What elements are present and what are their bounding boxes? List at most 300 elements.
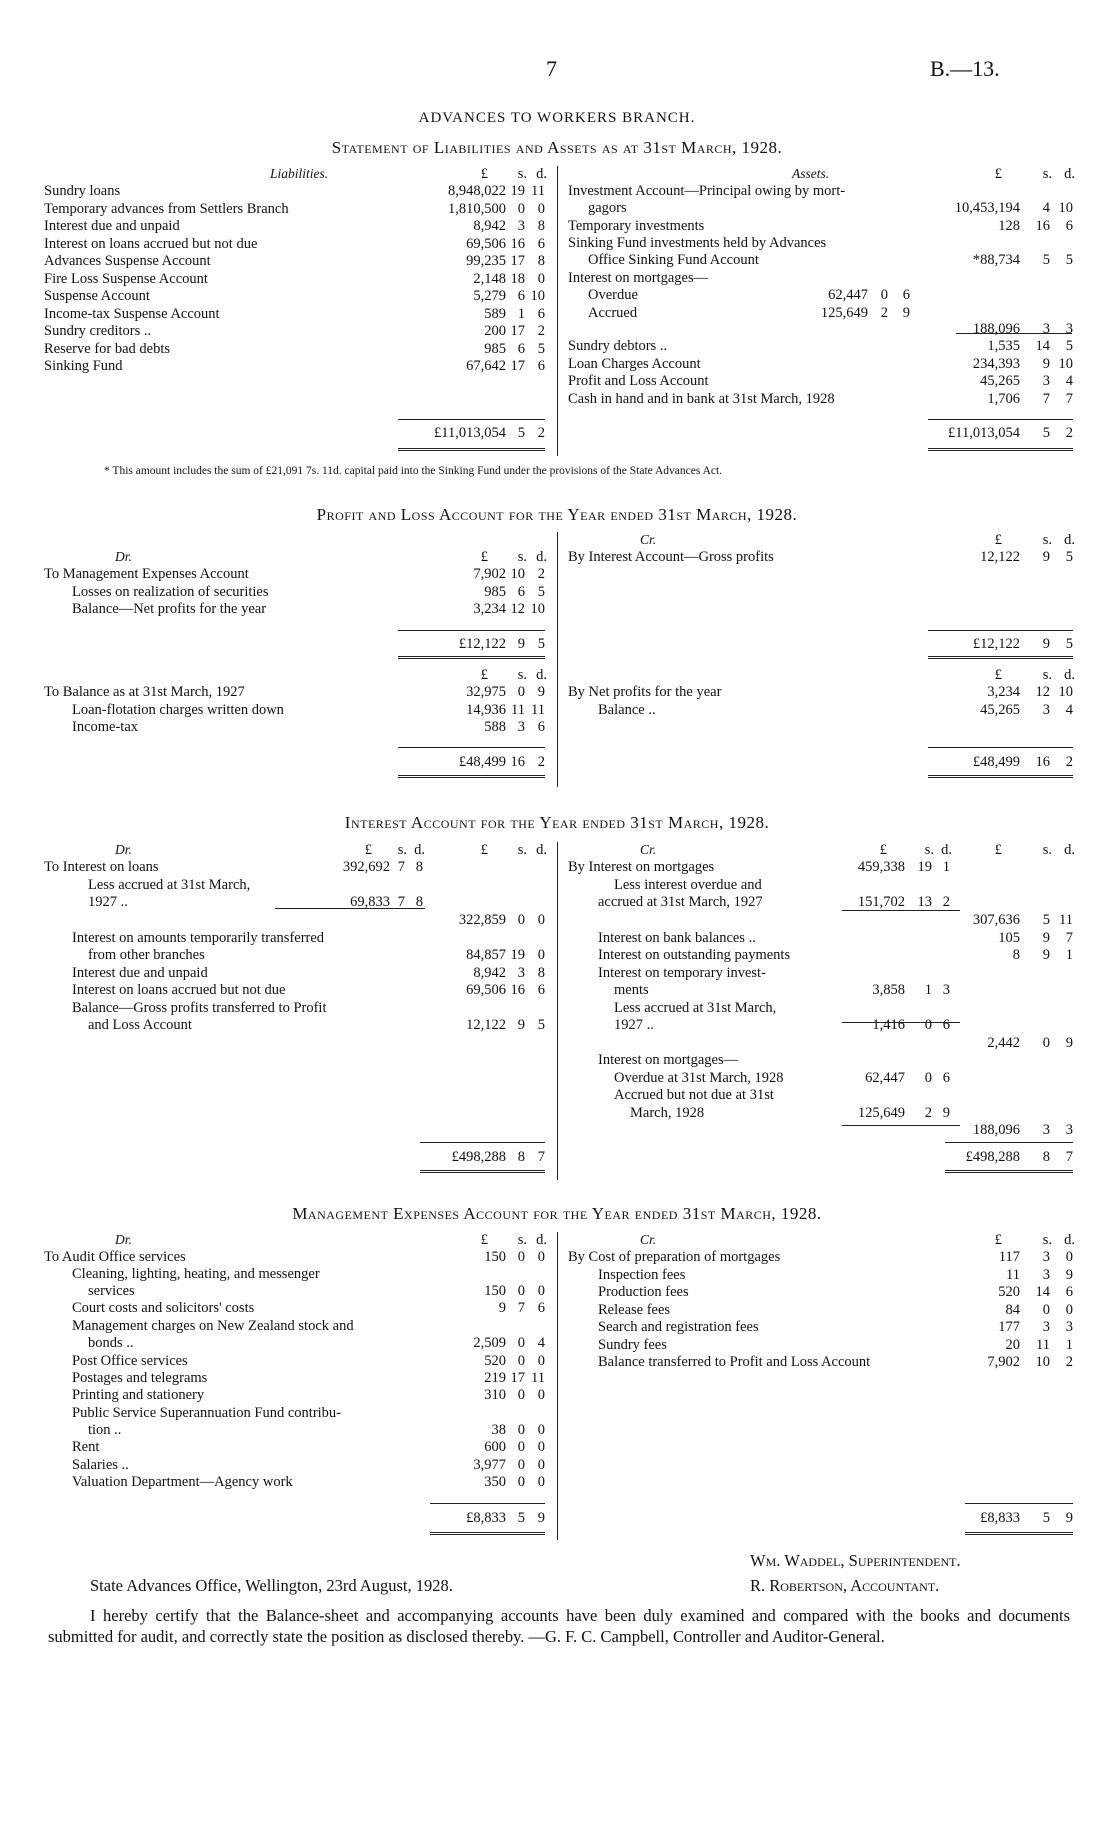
pl-credit-total-shillings: 9 bbox=[1042, 636, 1050, 652]
mgmt-debit-label: bonds .. bbox=[88, 1335, 134, 1351]
liability-value-shillings: 6 bbox=[517, 340, 525, 357]
interest-cr-sub-col-pound-sign: £ bbox=[879, 842, 887, 858]
interest-credit-label: Less accrued at 31st March, bbox=[614, 1000, 777, 1016]
mgmt-credit-value-pence: 0 bbox=[1065, 1301, 1073, 1318]
interest-debit-total-pounds: £498,288 bbox=[451, 1149, 506, 1165]
liability-value-pence: 0 bbox=[537, 200, 545, 217]
pl-credit-value-shillings: 12 bbox=[1035, 684, 1050, 700]
pl-debit-total-shillings: 9 bbox=[517, 636, 525, 652]
mgmt-debit-value-pounds: 150 bbox=[484, 1283, 506, 1299]
mgmt-debit-value-shillings: 0 bbox=[517, 1249, 525, 1265]
total-double-rule bbox=[398, 656, 545, 659]
total-rule bbox=[398, 630, 545, 631]
liability-value-pence: 10 bbox=[530, 288, 545, 304]
liability-value-shillings: 19 bbox=[510, 183, 525, 199]
pl-debit-label: To Management Expenses Account bbox=[44, 566, 249, 582]
pl-credit-value-pounds: 3,234 bbox=[987, 684, 1020, 700]
liability-value-shillings: 17 bbox=[510, 358, 525, 374]
asset-value-pence: 7 bbox=[1065, 391, 1073, 407]
liability-label: Sinking Fund bbox=[44, 358, 123, 374]
subtotal-rule bbox=[275, 908, 425, 909]
pl-credit-value-shillings: 3 bbox=[1042, 701, 1050, 718]
interest-debit-value-shillings: 3 bbox=[517, 965, 525, 981]
interest-credit-value-shillings: 9 bbox=[1042, 947, 1050, 963]
interest-credit-value-pence: 1 bbox=[1065, 947, 1073, 963]
interest-credit-label: Interest on bank balances .. bbox=[598, 930, 756, 946]
interest-debit-value-pounds: 12,122 bbox=[466, 1017, 506, 1033]
pl-dr2-col-shillings-head: s. bbox=[517, 667, 527, 683]
pl-cr1-col-pound-sign: £ bbox=[994, 532, 1002, 548]
liability-label: Income-tax Suspense Account bbox=[44, 305, 220, 322]
interest-credit-label: ments bbox=[614, 982, 649, 998]
mgmt-debit-value-pounds: 150 bbox=[484, 1249, 506, 1265]
interest-credit-value-pence: 11 bbox=[1059, 912, 1073, 928]
interest-credit-label: Interest on mortgages— bbox=[598, 1052, 739, 1068]
assets-total-pence: 2 bbox=[1065, 425, 1073, 441]
mgmt-credit-value-pounds: 7,902 bbox=[987, 1354, 1020, 1370]
liability-value-pounds: 8,942 bbox=[473, 218, 506, 234]
interest-credit-sub-pence: 6 bbox=[942, 1017, 950, 1033]
pl-dr-label: Dr. bbox=[115, 549, 132, 564]
pl-cr-label: Cr. bbox=[640, 532, 657, 547]
interest-credit-sub-pounds: 125,649 bbox=[857, 1105, 905, 1121]
assets-total-shillings: 5 bbox=[1042, 425, 1050, 441]
pl-debit-value-pounds: 32,975 bbox=[466, 684, 506, 700]
mgmt-debit-label: Cleaning, lighting, heating, and messenger bbox=[72, 1266, 320, 1282]
mgmt-dr-col-pence-head: d. bbox=[536, 1232, 547, 1248]
interest-credit-value-pounds: 188,096 bbox=[972, 1122, 1020, 1138]
asset-col-pence-head: d. bbox=[1064, 166, 1075, 182]
interest-credit-sub-shillings: 0 bbox=[924, 1017, 932, 1033]
liability-label: Fire Loss Suspense Account bbox=[44, 270, 208, 287]
pl-dr1-col-pound-sign: £ bbox=[480, 549, 488, 565]
liability-value-pounds: 985 bbox=[484, 340, 506, 357]
interest-debit-label: To Interest on loans bbox=[44, 859, 159, 875]
liability-value-shillings: 17 bbox=[510, 323, 525, 339]
mgmt-debit-value-shillings: 0 bbox=[517, 1439, 525, 1455]
interest-credit-value-pounds: 8 bbox=[1012, 947, 1020, 963]
interest-debit-value-pence: 5 bbox=[537, 1017, 545, 1033]
mgmt-debit-value-pence: 0 bbox=[537, 1283, 545, 1299]
column-divider bbox=[557, 532, 558, 787]
liability-value-pounds: 1,810,500 bbox=[448, 200, 506, 217]
pl-debit-value-pounds: 588 bbox=[484, 719, 506, 735]
asset-col-pound-sign: £ bbox=[994, 166, 1002, 182]
pl-credit-value-pounds: 12,122 bbox=[980, 549, 1020, 565]
mgmt-debit-value-pence: 0 bbox=[537, 1387, 545, 1403]
interest-credit-sub-shillings: 2 bbox=[924, 1105, 932, 1121]
interest-debit-label: Interest on loans accrued but not due bbox=[72, 982, 286, 998]
interest-credit-label: Interest on temporary invest- bbox=[598, 965, 766, 981]
asset-label: Accrued bbox=[588, 305, 638, 321]
pl-credit-total-shillings: 16 bbox=[1035, 754, 1050, 770]
asset-value-pounds: 45,265 bbox=[980, 373, 1020, 389]
mgmt-credit-total-pence: 9 bbox=[1065, 1510, 1073, 1526]
mgmt-debit-label: Valuation Department—Agency work bbox=[72, 1474, 293, 1490]
asset-accrued-pence: 9 bbox=[902, 305, 910, 321]
liability-label: Suspense Account bbox=[44, 288, 150, 304]
pl-debit-label: Income-tax bbox=[72, 719, 139, 735]
asset-value-pence: 5 bbox=[1065, 252, 1073, 268]
interest-debit-label: Balance—Gross profits transferred to Profit bbox=[72, 1000, 327, 1016]
interest-debit-label: Interest due and unpaid bbox=[72, 965, 208, 981]
mgmt-debit-label: tion .. bbox=[88, 1422, 122, 1438]
asset-label: Investment Account—Principal owing by mort- bbox=[568, 183, 846, 199]
asset-value-pence: 3 bbox=[1065, 321, 1073, 337]
asset-value-pounds: 234,393 bbox=[972, 356, 1020, 372]
interest-debit-value-pounds: 322,859 bbox=[458, 912, 506, 928]
signature-accountant: R. Robertson, Accountant. bbox=[750, 1576, 940, 1595]
mgmt-credit-value-shillings: 14 bbox=[1035, 1284, 1050, 1300]
liability-label: Temporary advances from Settlers Branch bbox=[44, 200, 289, 217]
interest-cr-sub-col-shillings-head: s. bbox=[924, 842, 934, 858]
mgmt-credit-value-pence: 2 bbox=[1065, 1354, 1073, 1370]
mgmt-credit-value-shillings: 3 bbox=[1042, 1319, 1050, 1335]
pl-debit-value-shillings: 6 bbox=[517, 583, 525, 600]
mgmt-debit-label: Salaries .. bbox=[72, 1457, 129, 1473]
interest-debit-value-pence: 8 bbox=[537, 965, 545, 981]
mgmt-debit-label: Printing and stationery bbox=[72, 1387, 205, 1403]
liability-value-pounds: 8,948,022 bbox=[448, 183, 506, 199]
pl-debit-value-pounds: 14,936 bbox=[466, 701, 506, 718]
total-rule bbox=[965, 1503, 1073, 1504]
mgmt-debit-label: Rent bbox=[72, 1439, 100, 1455]
interest-credit-label: Accrued but not due at 31st bbox=[614, 1087, 774, 1103]
interest-debit-label: and Loss Account bbox=[88, 1017, 192, 1033]
asset-overdue-shillings: 0 bbox=[880, 287, 888, 303]
mgmt-credit-value-shillings: 10 bbox=[1035, 1354, 1050, 1370]
liability-value-pence: 6 bbox=[537, 358, 545, 374]
mgmt-debit-value-pounds: 219 bbox=[484, 1370, 506, 1386]
asset-label: Cash in hand and in bank at 31st March, 1928 bbox=[568, 391, 835, 407]
asset-value-pence: 6 bbox=[1065, 218, 1073, 234]
mgmt-debit-label: Public Service Superannuation Fund contribu- bbox=[72, 1405, 342, 1421]
interest-credit-total-shillings: 8 bbox=[1042, 1149, 1050, 1165]
asset-value-pence: 4 bbox=[1065, 373, 1073, 389]
total-rule bbox=[398, 747, 545, 748]
pl-credit-label: Balance .. bbox=[598, 701, 656, 718]
total-rule bbox=[928, 419, 1073, 420]
pl-credit-total-pence: 2 bbox=[1065, 754, 1073, 770]
pl-debit-value-pence: 2 bbox=[537, 566, 545, 582]
total-double-rule bbox=[398, 775, 545, 778]
pl-debit-label: Loan-flotation charges written down bbox=[72, 701, 284, 718]
mgmt-credit-value-shillings: 11 bbox=[1036, 1336, 1050, 1353]
liability-value-shillings: 6 bbox=[517, 288, 525, 304]
mgmt-credit-value-pence: 3 bbox=[1065, 1319, 1073, 1335]
interest-credit-sub-pounds: 62,447 bbox=[865, 1070, 905, 1086]
total-double-rule bbox=[420, 1170, 545, 1173]
signature-superintendent: Wm. Waddel, Superintendent. bbox=[750, 1551, 961, 1570]
mgmt-cr-col-pound-sign: £ bbox=[994, 1232, 1002, 1248]
interest-credit-value-pence: 9 bbox=[1065, 1035, 1073, 1051]
mgmt-debit-value-pence: 0 bbox=[537, 1353, 545, 1369]
total-double-rule bbox=[928, 656, 1073, 659]
mgmt-credit-total-shillings: 5 bbox=[1042, 1510, 1050, 1526]
mgmt-credit-label: Sundry fees bbox=[598, 1336, 667, 1353]
liabilities-heading: Liabilities. bbox=[270, 166, 329, 181]
interest-credit-label: By Interest on mortgages bbox=[568, 859, 715, 875]
total-double-rule bbox=[398, 448, 545, 451]
interest-credit-value-shillings: 5 bbox=[1042, 912, 1050, 928]
asset-label: Loan Charges Account bbox=[568, 356, 701, 372]
interest-dr-sub-col-pound-sign: £ bbox=[364, 842, 372, 858]
asset-label: gagors bbox=[588, 200, 627, 216]
mgmt-debit-label: Management charges on New Zealand stock and bbox=[72, 1318, 354, 1334]
liability-value-pounds: 5,279 bbox=[473, 288, 506, 304]
interest-debit-total-shillings: 8 bbox=[517, 1149, 525, 1165]
mgmt-debit-label: Court costs and solicitors' costs bbox=[72, 1300, 255, 1316]
pl-credit-total-pounds: £12,122 bbox=[972, 636, 1020, 652]
mgmt-credit-value-shillings: 3 bbox=[1042, 1249, 1050, 1265]
interest-credit-value-pounds: 307,636 bbox=[972, 912, 1020, 928]
interest-debit-label: 1927 .. bbox=[88, 894, 128, 910]
pl-debit-value-shillings: 11 bbox=[511, 701, 525, 718]
interest-credit-value-pence: 7 bbox=[1065, 930, 1073, 946]
mgmt-cr-col-pence-head: d. bbox=[1064, 1232, 1075, 1248]
interest-debit-value-pounds: 8,942 bbox=[473, 965, 506, 981]
interest-credit-sub-pence: 2 bbox=[942, 894, 950, 910]
footnote: * This amount includes the sum of £21,091 7s. 11d. capital paid into the Sinking Fund under the provisions of the State Advances Act. bbox=[104, 465, 723, 477]
asset-value-shillings: 16 bbox=[1035, 218, 1050, 234]
pl-debit-label: Balance—Net profits for the year bbox=[72, 601, 267, 617]
pl-debit-value-shillings: 0 bbox=[517, 684, 525, 700]
pl-debit-value-pence: 5 bbox=[537, 583, 545, 600]
liability-value-pence: 8 bbox=[537, 253, 545, 269]
asset-value-shillings: 7 bbox=[1042, 391, 1050, 407]
asset-value-shillings: 4 bbox=[1042, 200, 1050, 216]
mgmt-debit-value-shillings: 7 bbox=[517, 1300, 525, 1316]
interest-debit-value-shillings: 9 bbox=[517, 1017, 525, 1033]
interest-dr-label: Dr. bbox=[115, 842, 132, 857]
liability-value-pounds: 200 bbox=[484, 323, 506, 339]
mgmt-debit-value-pounds: 520 bbox=[484, 1353, 506, 1369]
liability-value-pounds: 589 bbox=[484, 305, 506, 322]
mgmt-debit-value-pence: 0 bbox=[537, 1457, 545, 1473]
mgmt-debit-value-pence: 0 bbox=[537, 1439, 545, 1455]
total-double-rule bbox=[430, 1532, 545, 1535]
mgmt-credit-value-pounds: 177 bbox=[998, 1319, 1020, 1335]
pl-debit-value-pence: 11 bbox=[531, 701, 545, 718]
interest-credit-label: March, 1928 bbox=[630, 1105, 705, 1121]
interest-credit-label: Less interest overdue and bbox=[614, 877, 762, 893]
pl-debit-value-shillings: 10 bbox=[510, 566, 525, 582]
interest-dr-sub-col-shillings-head: s. bbox=[397, 842, 407, 858]
pl-cr1-col-shillings-head: s. bbox=[1042, 532, 1052, 548]
interest-credit-value-pence: 3 bbox=[1065, 1122, 1073, 1138]
mgmt-debit-value-shillings: 0 bbox=[517, 1335, 525, 1351]
asset-value-pounds: *88,734 bbox=[972, 252, 1020, 268]
subtotal-rule bbox=[956, 333, 1072, 334]
mgmt-debit-value-pounds: 38 bbox=[491, 1422, 506, 1438]
branch-title: ADVANCES TO WORKERS BRANCH. bbox=[418, 110, 696, 126]
mgmt-debit-value-shillings: 0 bbox=[517, 1283, 525, 1299]
liability-value-shillings: 16 bbox=[510, 235, 525, 252]
asset-accrued-pounds: 125,649 bbox=[820, 305, 868, 321]
interest-dr-col-pence-head: d. bbox=[536, 842, 547, 858]
column-divider bbox=[557, 166, 558, 456]
assets-total-pounds: £11,013,054 bbox=[948, 425, 1020, 441]
mgmt-debit-value-shillings: 0 bbox=[517, 1457, 525, 1473]
interest-credit-total-pence: 7 bbox=[1065, 1149, 1073, 1165]
interest-debit-sub-pounds: 69,833 bbox=[350, 894, 390, 910]
mgmt-debit-label: Postages and telegrams bbox=[72, 1370, 208, 1386]
pl-debit-total-pounds: £48,499 bbox=[458, 754, 506, 770]
interest-debit-label: Interest on amounts temporarily transferred bbox=[72, 930, 325, 946]
mgmt-dr-col-pound-sign: £ bbox=[480, 1232, 488, 1248]
mgmt-credit-total-pounds: £8,833 bbox=[980, 1510, 1020, 1526]
interest-debit-sub-pounds: 392,692 bbox=[342, 859, 390, 875]
pl-credit-total-pounds: £48,499 bbox=[972, 754, 1020, 770]
pl-debit-value-pounds: 3,234 bbox=[473, 601, 506, 617]
liability-label: Sundry loans bbox=[44, 183, 121, 199]
total-double-rule bbox=[928, 448, 1073, 451]
interest-cr-sub-col-pence-head: d. bbox=[941, 842, 952, 858]
interest-debit-value-pence: 0 bbox=[537, 947, 545, 963]
interest-credit-label: Interest on outstanding payments bbox=[598, 947, 791, 963]
total-double-rule bbox=[928, 775, 1073, 778]
asset-value-pounds: 128 bbox=[998, 218, 1020, 234]
interest-credit-sub-shillings: 19 bbox=[917, 859, 932, 875]
mgmt-debit-value-pence: 0 bbox=[537, 1422, 545, 1438]
liab-col-pound-sign: £ bbox=[480, 166, 488, 182]
liability-label: Reserve for bad debts bbox=[44, 340, 171, 357]
mgmt-debit-value-pounds: 350 bbox=[484, 1474, 506, 1490]
liability-value-shillings: 0 bbox=[517, 200, 525, 217]
interest-debit-value-shillings: 19 bbox=[510, 947, 525, 963]
total-rule bbox=[398, 419, 545, 420]
pl-cr2-col-shillings-head: s. bbox=[1042, 667, 1052, 683]
pl-debit-value-pence: 9 bbox=[537, 684, 545, 700]
subtotal-rule bbox=[842, 1125, 960, 1126]
interest-debit-sub-shillings: 7 bbox=[397, 859, 405, 875]
asset-value-pence: 5 bbox=[1065, 338, 1073, 354]
mgmt-debit-value-shillings: 0 bbox=[517, 1422, 525, 1438]
interest-credit-value-shillings: 0 bbox=[1042, 1035, 1050, 1051]
pl-cr1-col-pence-head: d. bbox=[1064, 532, 1075, 548]
pl-debit-value-pence: 6 bbox=[537, 719, 545, 735]
page-number: 7 bbox=[546, 56, 557, 81]
pl-debit-total-pence: 2 bbox=[537, 754, 545, 770]
mgmt-debit-label: services bbox=[88, 1283, 135, 1299]
mgmt-credit-value-pounds: 520 bbox=[998, 1284, 1020, 1300]
mgmt-credit-value-pence: 6 bbox=[1065, 1284, 1073, 1300]
mgmt-credit-value-pence: 1 bbox=[1065, 1336, 1073, 1353]
asset-value-pounds: 1,535 bbox=[987, 338, 1020, 354]
interest-credit-value-shillings: 3 bbox=[1042, 1122, 1050, 1138]
interest-dr-sub-col-pence-head: d. bbox=[414, 842, 425, 858]
interest-debit-value-pounds: 84,857 bbox=[466, 947, 506, 963]
asset-label: Overdue bbox=[588, 287, 638, 303]
liability-label: Interest on loans accrued but not due bbox=[44, 235, 258, 252]
total-rule bbox=[945, 1142, 1073, 1143]
mgmt-credit-value-pence: 9 bbox=[1065, 1266, 1073, 1283]
subtotal-rule bbox=[842, 910, 960, 911]
mgmt-dr-label: Dr. bbox=[115, 1232, 132, 1247]
interest-credit-label: Overdue at 31st March, 1928 bbox=[614, 1070, 784, 1086]
interest-dr-col-shillings-head: s. bbox=[517, 842, 527, 858]
statement-title: Statement of Liabilities and Assets as at 31st March, 1928. bbox=[331, 138, 783, 157]
mgmt-credit-label: Release fees bbox=[598, 1301, 671, 1318]
pl-dr2-col-pence-head: d. bbox=[536, 667, 547, 683]
liability-label: Advances Suspense Account bbox=[44, 253, 211, 269]
asset-value-shillings: 3 bbox=[1042, 373, 1050, 389]
column-divider bbox=[557, 1232, 558, 1540]
pl-title: Profit and Loss Account for the Year ended 31st March, 1928. bbox=[316, 505, 798, 524]
total-rule bbox=[928, 747, 1073, 748]
office-date: State Advances Office, Wellington, 23rd August, 1928. bbox=[90, 1576, 453, 1595]
asset-value-pence: 10 bbox=[1058, 356, 1073, 372]
mgmt-debit-total-pence: 9 bbox=[537, 1510, 545, 1526]
interest-credit-sub-pounds: 459,338 bbox=[857, 859, 905, 875]
mgmt-credit-label: Search and registration fees bbox=[598, 1319, 759, 1335]
asset-label: Temporary investments bbox=[568, 218, 705, 234]
total-double-rule bbox=[965, 1532, 1073, 1535]
liability-value-pounds: 69,506 bbox=[466, 235, 506, 252]
asset-value-pounds: 1,706 bbox=[987, 391, 1020, 407]
liability-value-shillings: 18 bbox=[510, 270, 525, 287]
pl-dr1-col-pence-head: d. bbox=[536, 549, 547, 565]
interest-debit-label: from other branches bbox=[88, 947, 205, 963]
asset-value-shillings: 14 bbox=[1035, 338, 1050, 354]
mgmt-debit-value-pence: 6 bbox=[537, 1300, 545, 1316]
liability-value-pence: 2 bbox=[537, 323, 545, 339]
interest-credit-sub-pounds: 151,702 bbox=[857, 894, 905, 910]
mgmt-title: Management Expenses Account for the Year ended 31st March, 1928. bbox=[292, 1204, 822, 1223]
mgmt-debit-value-shillings: 17 bbox=[510, 1370, 525, 1386]
asset-value-shillings: 9 bbox=[1042, 356, 1050, 372]
interest-debit-sub-shillings: 7 bbox=[397, 894, 405, 910]
mgmt-debit-value-pence: 4 bbox=[537, 1335, 545, 1351]
mgmt-credit-label: Inspection fees bbox=[598, 1266, 686, 1283]
pl-credit-label: By Interest Account—Gross profits bbox=[568, 549, 774, 565]
liability-value-pence: 6 bbox=[537, 235, 545, 252]
pl-debit-value-shillings: 12 bbox=[510, 601, 525, 617]
pl-credit-label: By Net profits for the year bbox=[568, 684, 722, 700]
liability-value-shillings: 17 bbox=[510, 253, 525, 269]
interest-credit-sub-pounds: 3,858 bbox=[872, 982, 905, 998]
pl-debit-value-pounds: 7,902 bbox=[473, 566, 506, 582]
pl-debit-value-pence: 10 bbox=[530, 601, 545, 617]
interest-credit-sub-pounds: 1,416 bbox=[872, 1017, 905, 1033]
pl-debit-total-pounds: £12,122 bbox=[458, 636, 506, 652]
pl-debit-total-pence: 5 bbox=[537, 636, 545, 652]
pl-debit-total-shillings: 16 bbox=[510, 754, 525, 770]
interest-cr-col-shillings-head: s. bbox=[1042, 842, 1052, 858]
pl-dr1-col-shillings-head: s. bbox=[517, 549, 527, 565]
interest-debit-sub-pence: 8 bbox=[415, 859, 423, 875]
mgmt-debit-value-pounds: 9 bbox=[498, 1300, 506, 1316]
liability-value-pounds: 67,642 bbox=[466, 358, 506, 374]
mgmt-credit-label: Production fees bbox=[598, 1284, 689, 1300]
mgmt-credit-value-pounds: 11 bbox=[1006, 1266, 1020, 1283]
interest-debit-value-shillings: 0 bbox=[517, 912, 525, 928]
mgmt-credit-label: By Cost of preparation of mortgages bbox=[568, 1249, 781, 1265]
pl-credit-value-pounds: 45,265 bbox=[980, 701, 1020, 718]
liab-col-shillings-head: s. bbox=[517, 166, 527, 182]
total-rule bbox=[420, 1142, 545, 1143]
pl-debit-value-pounds: 985 bbox=[484, 583, 506, 600]
liability-value-pounds: 2,148 bbox=[473, 270, 506, 287]
mgmt-debit-value-pounds: 600 bbox=[484, 1439, 506, 1455]
asset-value-shillings: 3 bbox=[1042, 321, 1050, 337]
liability-value-shillings: 1 bbox=[517, 305, 525, 322]
asset-label: Office Sinking Fund Account bbox=[588, 252, 759, 268]
liabilities-total-pounds: £11,013,054 bbox=[434, 425, 506, 441]
total-rule bbox=[928, 630, 1073, 631]
interest-credit-sub-shillings: 1 bbox=[924, 982, 932, 998]
interest-credit-sub-shillings: 13 bbox=[917, 894, 932, 910]
